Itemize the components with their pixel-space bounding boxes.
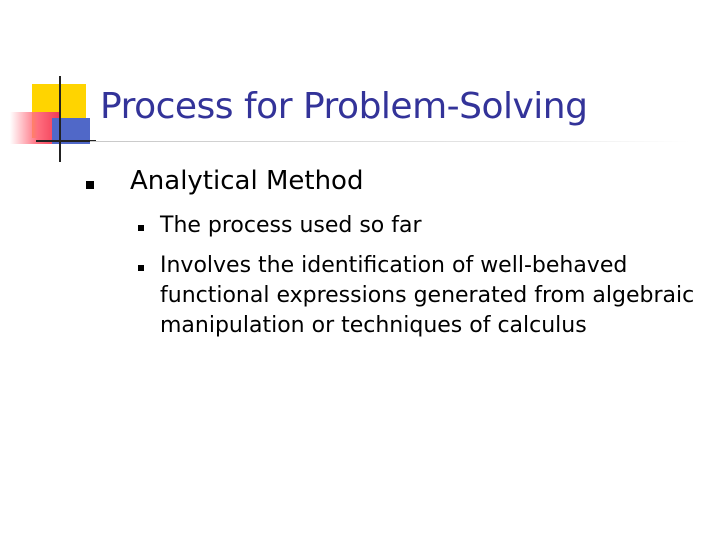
square-bullet-icon bbox=[86, 181, 94, 189]
square-bullet-icon bbox=[138, 225, 144, 231]
square-bullet-icon bbox=[138, 265, 144, 271]
title-decoration-horizontal-line bbox=[36, 140, 96, 142]
bullet-analytical-method: Analytical Method bbox=[130, 166, 364, 196]
title-decoration-vertical-line bbox=[59, 76, 61, 162]
sub-bullet-process-used: The process used so far bbox=[160, 213, 422, 238]
title-underline bbox=[90, 141, 690, 142]
slide-title: Process for Problem-Solving bbox=[100, 86, 588, 127]
sub-bullet-identification: Involves the identification of well-behaved functional expressions generated from algebraic manipulation or techniques of calculus bbox=[160, 253, 695, 338]
